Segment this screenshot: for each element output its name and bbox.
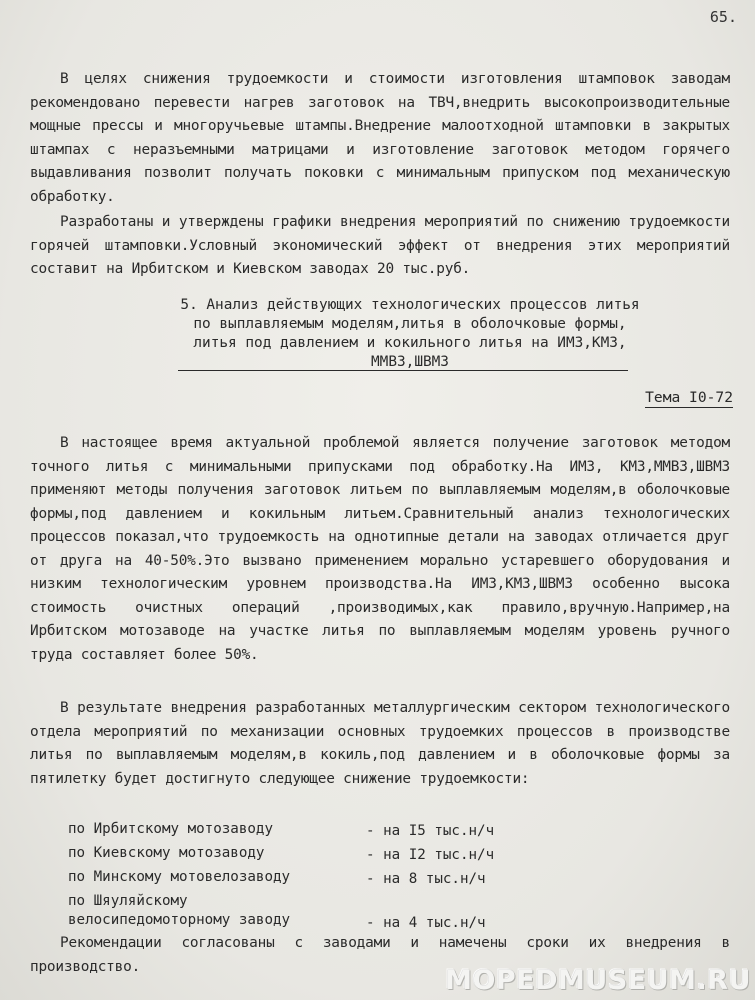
reduction-value: - на 4 тыс.н/ч xyxy=(366,915,486,931)
reduction-plant: по Киевскому мотозаводу xyxy=(68,845,265,861)
watermark-logo: MOPEDMUSEUM.RU xyxy=(445,965,751,996)
reduction-list xyxy=(68,820,568,934)
section-heading-line-3: литья под давлением и кокильного литья на ИМЗ,КМЗ, xyxy=(193,335,627,351)
paragraph-recommendations: Рекомендации согласованы с заводами и намечены сроки их внедрения в производство. xyxy=(30,935,730,975)
reduction-plant: по Шяуляйскому велосипедомоторному заводу xyxy=(68,893,291,928)
heading-underline xyxy=(178,370,628,371)
reduction-row xyxy=(68,844,568,868)
paragraph-stamping-schedule: Разработаны и утверждены графики внедрения мероприятий по снижению трудоемкости горячей штамповки.Условный экономический эффект от внедрения этих мероприятий составит на Ирбитском и Киевском заводах 20 тыс.руб. xyxy=(30,214,730,277)
reduction-plant: по Минскому мотовелозаводу xyxy=(68,869,291,885)
topic-label: Тема I0-72 xyxy=(645,389,733,406)
paragraph-mechanization-results: В результате внедрения разработанных металлургическим сектором технологического отдела мероприятий по механизации основных трудоемких процессов в производстве литья по выплавляемым моделям,в кокиль,под давлением и в оболочковые формы за пятилетку будет достигнуто следующее снижение трудоемкости: xyxy=(30,700,730,787)
paragraph-casting-analysis: В настоящее время актуальной проблемой является получение заготовок методом точного литья с минимальными припусками под обработку.На ИМЗ, КМЗ,ММВЗ,ШВМЗ применяют методы получения заготовок литьем по выплавляемым моделям,в оболочковые формы,под давлением и кокильным литьем.Сравнительный анализ технологических процессов показал,что трудоемкость на однотипные детали на заводах отличается друг от друга на 40-50%.Это вызвано применением морально устаревшего оборудования и низким технологическим уровнем производства.На ИМЗ,КМЗ,ШВМЗ особенно высока стоимость очистных операций ,производимых,как правило,вручную.Например,на Ирбитском мотозаводе на участке литья по выплавляемым моделям уровень ручного труда составляет более 50%. xyxy=(30,435,730,663)
section-heading-line-4: ММВЗ,ШВМЗ xyxy=(371,354,449,370)
reduction-value: - на I2 тыс.н/ч xyxy=(366,847,495,863)
reduction-plant: по Ирбитскому мотозаводу xyxy=(68,821,273,837)
section-heading-line-2: по выплавляемым моделям,литья в оболочковые формы, xyxy=(193,316,627,332)
paragraph-stamping-intro: В целях снижения трудоемкости и стоимости изготовления штамповок заводам рекомендовано перевести нагрев заготовок на ТВЧ,внедрить высокопроизводительные мощные прессы и многоручьевые штампы.Внедрение малоотходной штамповки в закрытых штампах с неразъемными матрицами и изготовление заготовок методом горячего выдавливания позволит получать поковки с минимальным припуском под механическую обработку. xyxy=(30,71,730,205)
reduction-row xyxy=(68,868,568,892)
reduction-value: - на 8 тыс.н/ч xyxy=(366,871,486,887)
page-number: 65. xyxy=(709,8,737,26)
reduction-row xyxy=(68,820,568,844)
section-heading-line-1: 5. Анализ действующих технологических процессов литья xyxy=(180,297,640,313)
reduction-value: - на I5 тыс.н/ч xyxy=(366,823,495,839)
section-heading xyxy=(130,296,690,372)
reduction-row xyxy=(68,892,568,934)
